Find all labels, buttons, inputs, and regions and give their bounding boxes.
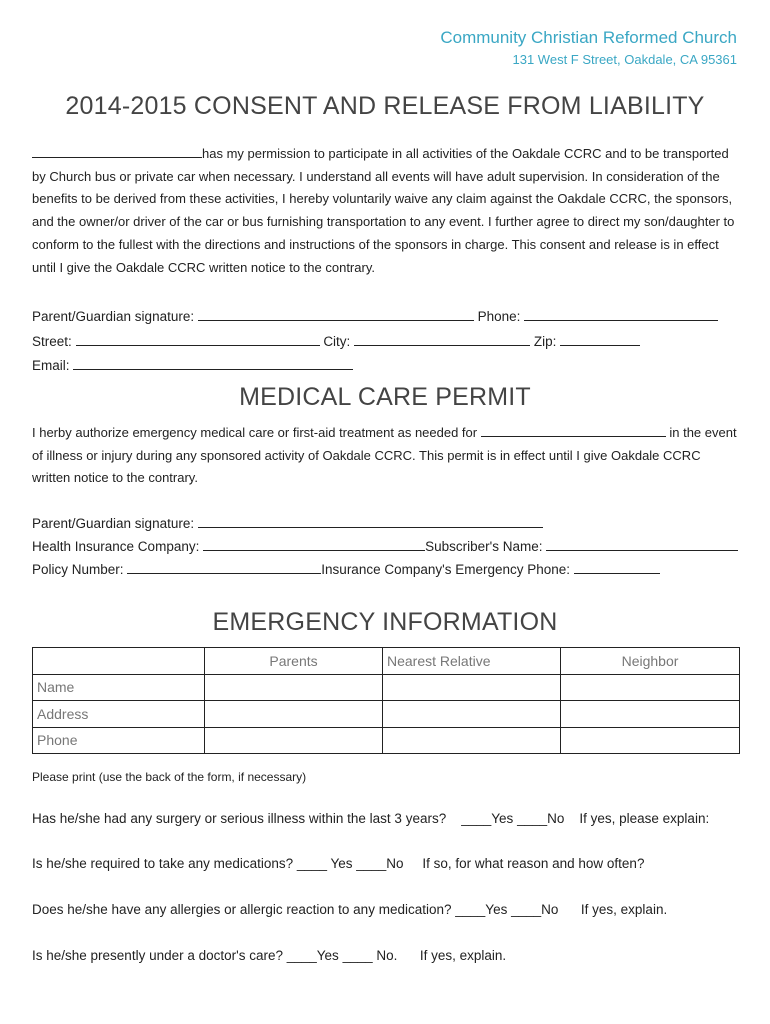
consent-signature-row [32,308,718,324]
table-cell[interactable] [561,701,740,728]
table-row [33,701,740,728]
q1-text: Has he/she had any surgery or serious illness within the last 3 years? [32,811,447,826]
table-row [33,727,740,754]
q2-text: Is he/she required to take any medications? [32,856,294,871]
medical-paragraph [32,422,742,490]
church-address: 131 West F Street, Oakdale, CA 95361 [512,52,737,67]
consent-address-row [32,333,640,349]
medical-line1-after: in the [669,425,702,440]
policy-row [32,561,660,577]
medical-title: MEDICAL CARE PERMIT [239,383,531,411]
medical-sig-blank[interactable] [198,515,543,528]
street-label: Street: [32,334,72,349]
emergency-phone-blank[interactable] [574,561,660,574]
q3-yes[interactable]: ____Yes [455,902,508,917]
consent-email-row [32,357,353,373]
q2-yes[interactable]: ____ Yes [296,856,353,871]
q4-yes[interactable]: ____Yes [286,948,339,963]
consent-sig-blank[interactable] [198,308,474,321]
table-cell[interactable] [383,701,561,728]
row-label-name: Name [33,674,205,701]
header-cell-nearest-relative: Nearest Relative [383,648,561,675]
email-label: Email: [32,358,70,373]
table-cell[interactable] [205,674,383,701]
table-cell[interactable] [205,701,383,728]
consent-phone-label: Phone: [477,309,521,324]
insurance-blank[interactable] [203,538,425,551]
city-blank[interactable] [354,333,530,346]
insurance-row [32,538,738,554]
table-cell[interactable] [383,674,561,701]
q2-follow: If so, for what reason and how often? [422,856,645,871]
q1-no[interactable]: ____No [517,811,565,826]
q1-follow: If yes, please explain: [579,811,710,826]
subscriber-label: Subscriber's Name: [425,539,543,554]
subscriber-blank[interactable] [546,538,738,551]
q4-text: Is he/she presently under a doctor's care? [32,948,283,963]
q2-no[interactable]: ____No [356,856,404,871]
table-header-row [33,648,740,675]
consent-line1: has my permission to participate in all activities of the Oakdale CCRC and to be transported [202,146,729,161]
street-blank[interactable] [76,333,320,346]
question-surgery [32,811,709,826]
q1-yes[interactable]: ____Yes [461,811,514,826]
city-label: City: [323,334,351,349]
emergency-phone-label: Insurance Company's Emergency Phone: [321,562,571,577]
question-doctor-care [32,948,506,963]
participant-name-blank[interactable] [32,145,202,158]
consent-phone-blank[interactable] [524,308,718,321]
table-row [33,674,740,701]
header-cell [33,648,205,675]
table-cell[interactable] [383,727,561,754]
q4-no[interactable]: ____ No. [342,948,398,963]
q3-follow: If yes, explain. [580,902,668,917]
medical-body: event of illness or injury during any sponsored activity of Oakdale CCRC. This permit is in effect until I give Oakdale CCRC written notice to the contrary. [32,425,737,486]
header-cell-parents: Parents [205,648,383,675]
q3-no[interactable]: ____No [511,902,559,917]
row-label-phone: Phone [33,727,205,754]
medical-line1-before: I herby authorize emergency medical care or first-aid treatment as needed for [32,425,478,440]
medical-sig-label: Parent/Guardian signature: [32,516,195,531]
consent-title: 2014-2015 CONSENT AND RELEASE FROM LIABILITY [65,92,705,120]
policy-label: Policy Number: [32,562,124,577]
medical-name-blank[interactable] [481,424,666,437]
emergency-title: EMERGENCY INFORMATION [212,608,558,636]
emergency-table [32,647,740,754]
q4-follow: If yes, explain. [419,948,507,963]
zip-label: Zip: [533,334,557,349]
insurance-label: Health Insurance Company: [32,539,200,554]
consent-sig-label: Parent/Guardian signature: [32,309,195,324]
table-cell[interactable] [205,727,383,754]
question-allergies [32,902,667,917]
medical-signature-row [32,515,543,531]
print-note: Please print (use the back of the form, if necessary) [32,770,307,784]
question-medications [32,856,644,871]
policy-blank[interactable] [127,561,321,574]
header-cell-neighbor: Neighbor [561,648,740,675]
table-cell[interactable] [561,727,740,754]
table-cell[interactable] [561,674,740,701]
consent-paragraph [32,143,742,279]
email-blank[interactable] [73,357,353,370]
consent-body: by Church bus or private car when necessary. I understand all events will have adult supervision. In consideration of the benefits to be derived from these activities, I hereby voluntarily waive any claim against the Oakdale CCRC, the sponsors, and the owner/or driver of the car or bus furnishing transportation to any event. I further agree to direct my son/daughter to conform to the fullest with the directions and instructions of the sponsors in charge. This consent and release is in effect until I give the Oakdale CCRC written notice to the contrary. [32,168,735,275]
church-name: Community Christian Reformed Church [440,28,737,47]
row-label-address: Address [33,701,205,728]
q3-text: Does he/she have any allergies or allergic reaction to any medication? [32,902,452,917]
zip-blank[interactable] [560,333,640,346]
